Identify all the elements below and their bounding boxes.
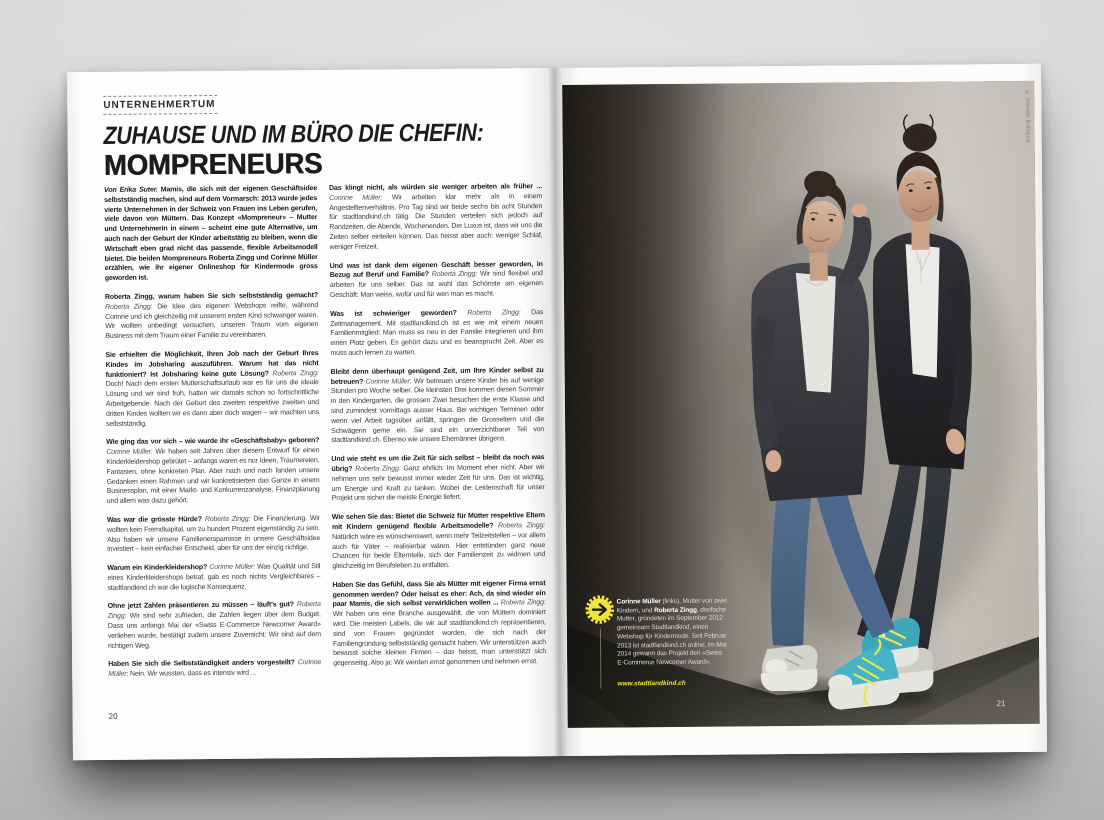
article-column-2 bbox=[329, 182, 547, 742]
photo-two-founders bbox=[562, 81, 1040, 728]
article-paragraph: Haben Sie sich die Selbstständigkeit anders vorgestellt? Corinne Müller: Nein. Wir wussten, dass es intensiv wird ... bbox=[108, 659, 322, 679]
article-paragraph: Von Erika Suter. Mamis, die sich mit der eigenen Geschäftsidee selbstständig machen, sind auf dem Vormarsch: 2013 wurde jedes vierte Unternehmen in der Schweiz von Frauen ins Leben gerufen, viele davon von Müttern. Das Konzept «Mompreneur» – Mutter und Unternehmerin in einem – scheint eine gute Alternative, um auch nach der Geburt der Kinder arbeitstätig zu bleiben, wenn die Wirtschaft eben grad nicht das passende, flexible Arbeitsmodell bietet. Die beiden Mompreneurs Roberta Zingg und Corinne Müller erzählen, wie ihr eigener Onlineshop für Kindermode gross geworden ist. bbox=[104, 185, 318, 283]
article-paragraph: Und wie steht es um die Zeit für sich selbst – bleibt da noch was übrig? Roberta Zingg: Ganz ehrlich: Im Moment eher nicht. Aber wir nehmen uns sehr bewusst immer wieder Zeit für uns. Das ist wichtig, um Energie und Kraft zu tanken. Wobei die Leidenschaft für unser Projekt uns sicher die meiste Energie liefert. bbox=[331, 454, 545, 503]
page-number-left: 20 bbox=[108, 711, 118, 721]
article-paragraph: Und was ist dank dem eigenen Geschäft besser geworden, in Bezug auf Beruf und Familie? Roberta Zingg: Wir sind flexibel und arbeiten für uns selber. Das ist wohl das Schönste am eigenen Geschäft: Man weiss, wofür und für wen man es macht. bbox=[329, 260, 543, 299]
article-paragraph: Was ist schwieriger geworden? Roberta Zingg: Das Zeitmanagement. Mit stadtlandkind.ch ist es wie mit einem neuen Familienmitglied: Man muss es neu in der Familie integrieren und ihm einen Platz geben. Es gehört dazu und es beansprucht Zeit. Aber es muss auch lernen zu warten. bbox=[330, 308, 544, 357]
section-kicker: UNTERNEHMERTUM bbox=[103, 95, 217, 115]
article-title-line1: ZUHAUSE UND IM BÜRO DIE CHEFIN: bbox=[103, 118, 484, 150]
article-paragraph: Sie erhielten die Möglichkeit, Ihren Job nach der Geburt Ihres Kindes im Jobsharing auszuführen. Warum hat das nicht funktioniert? Ist Jobsharing keine gute Lösung? Roberta Zingg: Doch! Nach dem ersten Mutterschaftsurlaub war es für uns die ideale Lösung und wir sind froh, hatten wir damals schon so fortschrittliche Arbeitgebende. Nach der Geburt des zweiten respektive zweiten und dritten Kindes wollten wir es dann aber doch wagen – wir machten uns selbstständig. bbox=[105, 350, 320, 428]
photo-caption-text: Corinne Müller (links), Mutter von zwei Kindern, und Roberta Zingg, dreifache Mutter, gründeten im September 2012 gemeinsam Stadtlandkind, einen Webshop für Kindermode. Seit Februar 2013 ist stadtlandkind.ch online, im Mai 2014 gewann das Projekt den «Swiss E-Commerce Newcomer Award». bbox=[616, 597, 727, 667]
article-title bbox=[103, 118, 545, 182]
article-body bbox=[104, 182, 547, 744]
article-paragraph: Warum ein Kinderkleidershop? Corinne Müller: Was Qualität und Stil eines Kinderkleidershops betraf, gab es noch nichts Vergleichbares – stadtlandkind.ch war die logische Konsequenz. bbox=[107, 563, 321, 592]
article-column-1 bbox=[104, 184, 322, 744]
article-paragraph: Ohne jetzt Zahlen präsentieren zu müssen – läuft's gut? Roberta Zingg: Wir sind sehr zufrieden, die Zahlen liegen über dem Budget. Dass uns anfangs Mai der «Swiss E-Commerce Newcomer Award» verliehen wurde, bestätigt zudem unsere Zuversicht: Wir sind auf dem richtigen Weg. bbox=[107, 601, 321, 650]
article-paragraph: Was war die grösste Hürde? Roberta Zingg: Die Finanzierung. Wir wollten kein Fremdkapital, um zu hundert Prozent eigenständig zu sein. Also haben wir unsere Familienersparnisse in unsere Geschäftsidee investiert – kein einfacher Entscheid, aber für uns der einzig richtige. bbox=[106, 514, 321, 554]
page-number-right: 21 bbox=[996, 699, 1006, 709]
article-paragraph: Wie sehen Sie das: Bietet die Schweiz für Mütter respektive Eltern mit Kindern genügend flexible Arbeitsmodelle? Roberta Zingg: Natürlich wäre es wünschenswert, wenn mehr Teilzeitstellen – vor allem auch für Väter – realisierbar wären. Hier entstünden ganz neue Chancen für beide Elternteile, sich der Familienzeit zu widmen und gleichzeitig im Berufsleben zu entfalten. bbox=[331, 512, 546, 571]
starburst-arrow-icon bbox=[585, 595, 615, 625]
article-paragraph: Wie ging das vor sich – wie wurde ihr «Geschäftsbaby» geboren? Corinne Müller: Wir haben seit Jahren über diesem Entwurf für einen Kinderkleidershop gebrütet – anfangs waren es nur Ideen, Träumereien, Fantasien, ohne konkreten Plan. Aber nach und nach fanden unsere Gedanken einen Rahmen und wir konkretisierten das Ganze in einem Businessplan, mit einer Markt- und Konkurrenzanalyse, Finanzplanung und allem was dazu gehört. bbox=[106, 437, 320, 506]
magazine-spread bbox=[67, 64, 1047, 760]
article-title-line2: MOMPRENEURS bbox=[103, 148, 323, 182]
left-page bbox=[67, 68, 561, 760]
article-paragraph: Das klingt nicht, als würden sie weniger arbeiten als früher ... Corinne Müller: Wir arbeiten klar mehr als in einem Angestelltenverhältnis. Pro Tag sind wir beide sechs bis acht Stunden für stadtlandkind.ch tätig. Die Stunden verteilen sich jedoch auf Randzeiten, die Abende, Wochenenden. Der Luxus ist, dass wir uns die Zeiten selber einteilen können. Das heisst aber auch: weniger Schlaf, weniger Freizeit. bbox=[329, 183, 543, 251]
caption-url-link[interactable]: www.stadtlandkind.ch bbox=[617, 679, 686, 688]
article-paragraph: Haben Sie das Gefühl, dass Sie als Mütter mit eigener Firma ernst genommen werden? Oder heisst es eher: Ach, da sind wieder ein paar Mamis, die sich selbst verwirklichen wollen ... Roberta Zingg: Wir haben uns eine Branche ausgewählt, die von Müttern dominiert wird. Die meisten Labels, die wir auf stadtlandkind.ch repräsentieren, sind von Frauen gegründet worden, die sich nach der Familiengründung selbstständig gemacht haben. Wir unterstützen auch bewusst solche kleinen Firmen – das heisst, man unterstützt sich gegenseitig. Also ja: Wir werden ernst genommen und nehmen ernst. bbox=[332, 579, 547, 668]
article-paragraph: Bleibt denn überhaupt genügend Zeit, um Ihre Kinder selbst zu betreuen? Corinne Müller: Wir betreuen unsere Kinder bis auf wenige Stunden pro Woche selber. Die kleinsten Drei kommen diesen Sommer in den Kindergarten, die grossen Zwei besuchen die erste Klasse und sind zumindest vormittags ausser Haus. Bei wichtigen Terminen oder wenn viel Arbeit tagsüber anfällt, springen die Grosseltern und die Schwägerin gerne ein. Sie sind ein unverzichtbarer Teil von stadtlandkind.ch. Ebenso wie unsere Ehemänner übrigens. bbox=[330, 366, 545, 445]
right-page bbox=[555, 64, 1047, 756]
photo-credit: © Davide Bologna bbox=[1024, 89, 1031, 143]
article-paragraph: Roberta Zingg, warum haben Sie sich selbstständig gemacht? Roberta Zingg: Die Idee des eigenen Webshops reifte, während Corinne und ich gleichzeitig mit unserem ersten Kind schwanger waren. Wir wollten unbedingt versuchen, unseren Traum vom eigenen Business mit dem Traum einer Familie zu vereinbaren. bbox=[104, 292, 319, 341]
